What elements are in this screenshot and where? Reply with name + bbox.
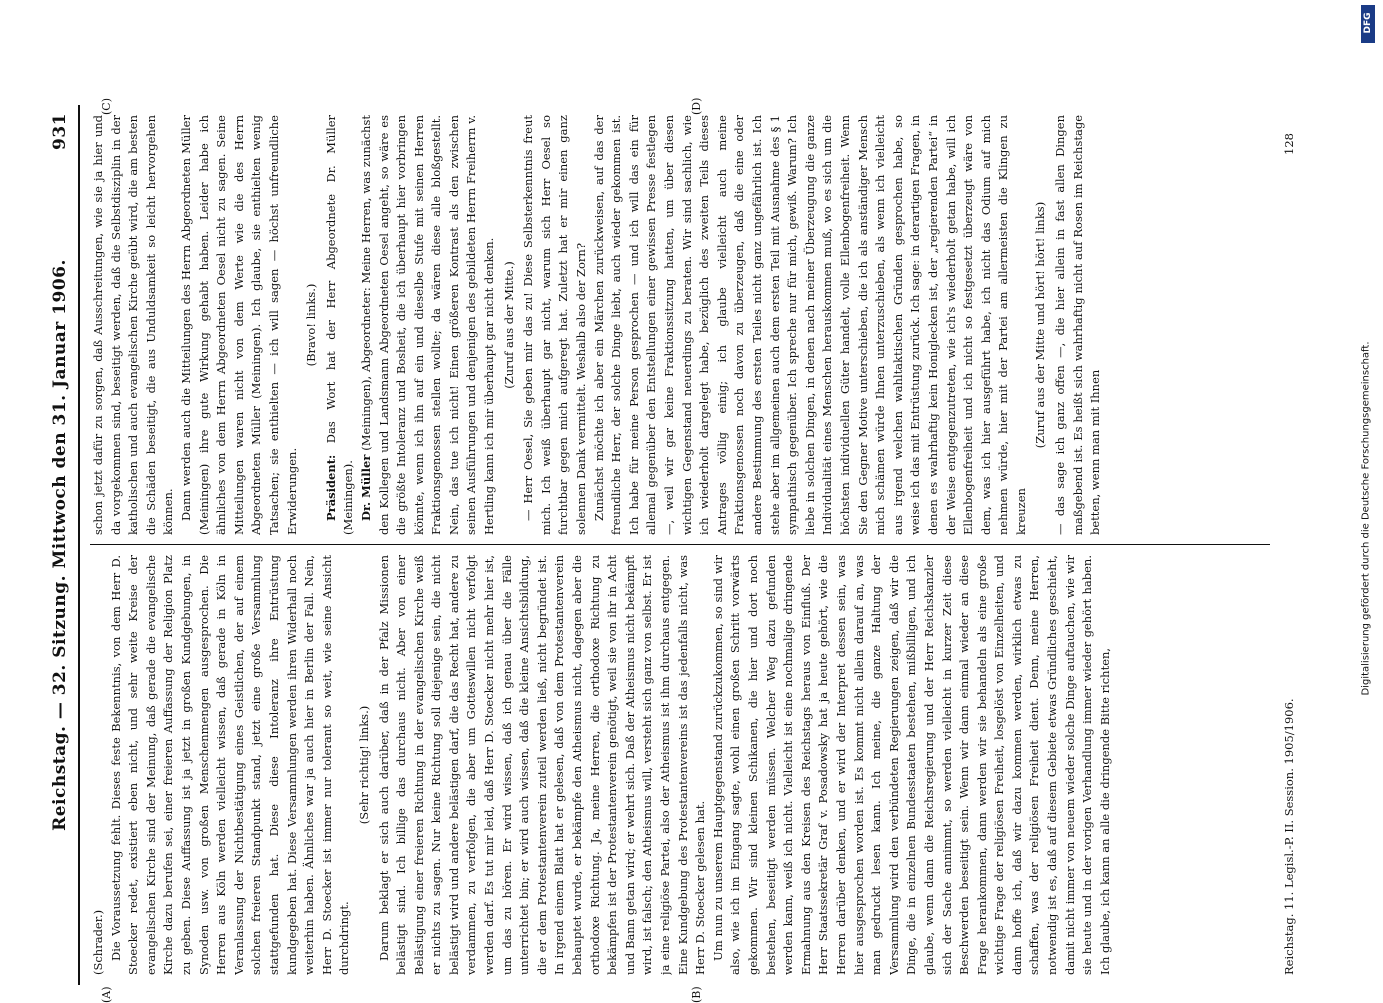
page-number: 931 [50, 113, 70, 150]
right-paragraph-3: — Herr Oesel, Sie geben mir das zu! Diese Selbsterkenntnis freut mich. Ich weiß überhaupt gar nicht, warum sich Herr Oesel so furchtbar gegen mich aufgeregt hat. Zuletzt hat er mir einen ganz solennen Dank vermittelt. Weshalb also der Zorn? [521, 115, 589, 535]
margin-marker-a: (A) [100, 986, 113, 1003]
header-rule [78, 105, 80, 985]
margin-marker-d: (D) [690, 97, 703, 115]
interjection: (Bravo! links.) [304, 283, 319, 367]
running-head [50, 105, 76, 985]
left-paragraph-2: Darum beklagt er sich auch darüber, daß in der Pfalz Missionen belästigt sind. Ich billige das durchaus nicht. Aber von einer Belästigung einer freieren Richtung in der evangelischen Kirche weiß er nichts zu sagen. Nur keine Richtung soll diejenige sein, die nicht belästigt wird und andere belästigen darf, die das Recht hat, andere zu verdammen, zu verfolgen, die aber um Gotteswillen nicht verfolgt werden darf. Es tut mir leid, daß Herr D. Stoecker nicht mehr hier ist, um das zu hören. Er wird wissen, daß ich genau über die Fälle unterrichtet bin; er wird auch wissen, daß die kleine Ansichtsbildung, die er dem Protestantenverein zuteil werden ließ, nicht begründet ist. In irgend einem Blatt hat er gelesen, daß von dem Protestantenverein behauptet wurde, er bekämpfe den Atheismus nicht, dagegen aber die orthodoxe Richtung. Ja, meine Herren, die orthodoxe Richtung zu bekämpfen ist der Protestantenverein genötigt, weil sie von ihr in Acht und Bann getan wird; er wehrt sich. Daß der Atheismus nicht bekämpft wird, ist falsch; den Atheismus will, versteht sich ganz von selbst. Er ist ja eine religiöse Partei, also der Atheismus ist ihm durchaus entgegen. Eine Kundgebung des Protestantenvereins ist das jedenfalls nicht, was Herr D. Stoecker gelesen hat. [376, 555, 708, 975]
speaker-label-mueller: Dr. Müller [358, 454, 373, 521]
right-paragraph-1: schon jetzt dafür zu sorgen, daß Ausschreitungen, wie sie ja hier und da vorgekommen sind, beseitigt werden, daß die Selbstdisziplin in der katholischen und auch evangelischen Kirche geübt wird, die am besten die Schäden beseitigt, die aus Unduldsamkeit so leicht hervorgehen können. [91, 115, 176, 535]
page-title: Reichstag. — 32. Sitzung. Mittwoch den 31. Januar 1906. [50, 259, 70, 831]
left-paragraph-3: Um nun zu unserem Hauptgegenstand zurückzukommen, so sind wir also, wie ich im Eingang sagte, wohl einen großen Schritt vorwärts gekommen. Wir sind kleinen Schikanen, die hier und dort noch bestehen, beseitigt werden müssen. Welcher Weg dazu gefunden werden kann, weiß ich nicht. Vielleicht ist eine nochmalige dringende Ermahnung aus den Kreisen des Reichstags heraus von Einfluß. Der Herr Staatssekretär Graf v. Posadowsky hat ja heute gehört, wie die Herren darüber denken, und er wird der Interpret dessen sein, was hier ausgesprochen worden ist. Es kommt nicht allein darauf an, was man gedruckt lesen kann. Ich meine, die ganze Haltung der Versammlung wird den verbündeten Regierungen zeigen, daß wir die Dinge, die in einzelnen Bundesstaaten bestehen, mißbilligen, und ich glaube, wenn dann die Reichsregierung und der Herr Reichskanzler sich der Sache annimmt, so werden vielleicht in kurzer Zeit diese Beschwerden beseitigt sein. Wenn wir dann einmal wieder an diese Frage herankommen, dann werden wir sie behandeln als eine große wichtige Frage der religiösen Freiheit, losgelöst von Einzelheiten, und dann hoffe ich, daß wir dazu kommen werden, wirklich etwas zu schaffen, was der religiösen Freiheit dient. Denn, meine Herren, notwendig ist es, daß auf diesem Gebiete etwas Gründliches geschieht, damit nicht immer von neuem wieder solche Dinge auftauchen, wie wir sie heute und in der vorigen Verhandlung immer wieder gehört haben. Ich glaube, ich kann an alle die dringende Bitte richten, [710, 555, 1112, 975]
interjection: (Zuruf aus der Mitte.) [501, 261, 516, 389]
right-column [90, 115, 1270, 535]
interjection: (Zuruf aus der Mitte und hört! hört! links) [1033, 201, 1048, 449]
margin-marker-c: (C) [100, 98, 113, 115]
left-column [90, 555, 1270, 975]
interjection: (Sehr richtig! links.) [356, 705, 371, 825]
margin-marker-b: (B) [690, 986, 703, 1003]
speaker-continuation-tag: (Schrader.) [91, 909, 105, 975]
rotated-page [50, 97, 1320, 1003]
right-paragraph-5: — das sage ich ganz offen —, die hier allein in fast allen Dingen maßgebend ist. Es heißt sich wahrhaftig nicht auf Rosen im Reichstage betten, wenn man mit Ihnen [1053, 115, 1103, 535]
footer-session-info: Reichstag. 11. Legisl.-P. II. Session. 1905/1906. [1282, 698, 1296, 975]
speaker-text: (Meiningen), Abgeordneter: Meine Herren, was zunächst den Kollegen und Landsmann Abgeordneten Oesel angeht, so wäre es die größte Intoleranz und Bosheit, die ich überhaupt hier vorbringen könnte, wenn ich ihn auf ein und dieselbe Stufe mit seinen Herren Fraktionsgenossen stellen wollte; da wären diese alle bloßgestellt. Nein, das tue ich nicht! Einen größeren Kontrast als den zwischen seinen Ausführungen und denjenigen des gebildeten Herrn Freiherrn v. Hertling kann ich mir überhaupt gar nicht denken. [358, 115, 497, 535]
column-divider [90, 544, 1270, 545]
president-text: Das Wort hat der Herr Abgeordnete Dr. Müller (Meiningen). [323, 115, 356, 535]
speaker-label-president: Präsident: [323, 454, 338, 521]
dfg-logo: DFG [1361, 5, 1375, 43]
right-paragraph-2: Dann werden auch die Mitteilungen des Herrn Abgeordneten Müller (Meiningen) ihre gute Wirkung gehabt haben. Leider habe ich ähnliches von dem Herrn Abgeordneten Oesel nicht zu sagen. Seine Mitteilungen waren nicht von dem Werte wie die des Herrn Abgeordneten Müller (Meiningen). Ich glaube, sie enthielten wenig Tatsachen; sie enthielten — ich will sagen — höchst unfreundliche Erwiderungen. [178, 115, 299, 535]
speaker-statement [358, 115, 499, 535]
footer-signature-number: 128 [1282, 133, 1296, 155]
president-statement [323, 115, 358, 535]
page-footer [1282, 105, 1302, 985]
right-paragraph-4: Zunächst möchte ich aber ein Märchen zurückweisen, auf das der freundliche Herr, der solche Dinge liebt, auch wieder gekommen ist. Ich habe für meine Person gesprochen — und ich will das ein für allemal gegenüber den Entstellungen einer gewissen Presse festlegen —, weil wir gar keine Fraktionssitzung hatten, um über diesen wichtigen Gegenstand neuerdings zu beraten. Wir sind sachlich, wie ich wiederholt dargelegt habe, bezüglich des zweiten Teils dieses Antrages völlig einig; ich glaube vielleicht auch meine Fraktionsgenossen noch davon zu überzeugen, daß die eine oder andere Bestimmung des ersten Teiles nicht ganz ungefährlich ist. Ich stehe aber im allgemeinen auch dem ersten Teil mit Ausnahme des § 1 sympathisch gegenüber. Ich spreche nur für mich, gewiß. Warum? Ich liebe in solchen Dingen, in denen nach meiner Überzeugung die ganze Individualität eines Menschen herauskommen muß, wo es sich um die höchsten individuellen Güter handelt, volle Ellenbogenfreiheit. Wenn Sie den Gegner Motive unterschieben, die ich als anständiger Mensch mich schämen würde Ihnen unterzuschieben, als wenn ich vielleicht aus irgend welchen wahltaktischen Gründen gesprochen habe, so weise ich das mit Entrüstung zurück. Ich sage: in derartigen Fragen, in denen es wahrhaftig kein Honiglecken ist, der „regierenden Partei“ in der Weise entgegenzutreten, wie ich's wiederholt getan habe, will ich Ellenbogenfreiheit und ich nicht so festgesetzt überzeugt wäre von dem, was ich hier ausgeführt habe, ich nicht das Odium auf mich nehmen würde, hier mit der Partei am allermeisten die Klingen zu kreuzen [591, 115, 1028, 535]
left-paragraph-1: Die Voraussetzung fehlt. Dieses feste Bekenntnis, von dem Herr D. Stoecker redet, existiert eben nicht, und sehr weite Kreise der evangelischen Kirche sind der Meinung, daß gerade die evangelische Kirche dazu berufen sei, einer freieren Auffassung der Religion Platz zu geben. Diese Auffassung ist ja jetzt in großen Kundgebungen, in Synoden usw. von großen Menschenmengen ausgesprochen. Die Herren aus Köln werden vielleicht wissen, daß gerade in Köln in Veranlassung der Nichtbestätigung eines Geistlichen, der auf einem solchen freieren Standpunkt stand, jetzt eine große Versammlung stattgefunden hat. Diese diese Intoleranz ihre Entrüstung kundgegeben hat. Diese Versammlungen werden ihren Widerhall noch weiterhin haben. Ähnliches war ja auch hier in Berlin der Fall. Nein, Herr D. Stoecker ist immer nur tolerant so weit, wie seine Ansicht durchdringt. [108, 555, 352, 975]
